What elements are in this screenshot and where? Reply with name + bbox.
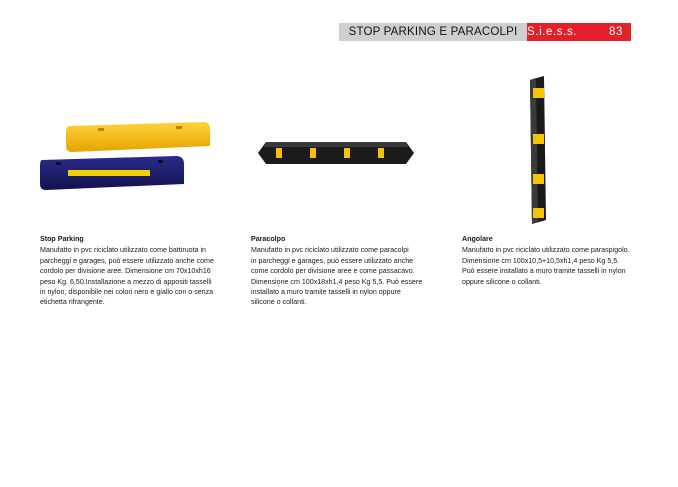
product-description: Manufatto in pvc riciclato utilizzato come paracolpi in parcheggi e garages, può essere utilizzato anche come cordolo per divisione aree e come passacavo. Dimensione cm 100x18xh1,4 peso Kg 5,5. Può essere installato a muro tramite tasselli in nylon oppure silicone o collanti. [251,246,423,307]
company-badge [527,23,631,56]
product-title: Stop Parking [40,235,84,243]
product-description: Manufatto in pvc riciclato utilizzato come paraspigolo. Dimensione cm 100x10,5+10,5xh1,4 peso Kg 5,5. Può essere installato a muro tramite tasselli in nylon oppure silicone o collanti. [462,246,630,286]
stop-parking-blocks-image [36,118,216,196]
product-angolare [462,234,637,287]
page-number: 83 [609,26,623,38]
product-paracolpo [251,234,424,308]
page-header [339,23,631,56]
product-stop-parking [40,234,220,308]
paracolpo-strip-image [256,138,416,168]
angolare-corner-guard-image [524,74,550,226]
section-title: STOP PARKING E PARACOLPI [339,23,527,41]
company-name: S.i.e.s.s. S.r.l. [527,26,578,56]
product-title: Angolare [462,235,493,243]
product-description: Manufatto in pvc riciclato utilizzato come battiruota in parcheggi e garages, può essere utilizzato anche come cordolo per divisione aree. Dimensione cm 70x10xh16 peso Kg. 6,50.Installazione a mezzo di appositi tasselli in nylon, disponibile nei colori nero e giallo con o senza etichetta rifrangente. [40,246,214,307]
product-title: Paracolpo [251,235,286,243]
